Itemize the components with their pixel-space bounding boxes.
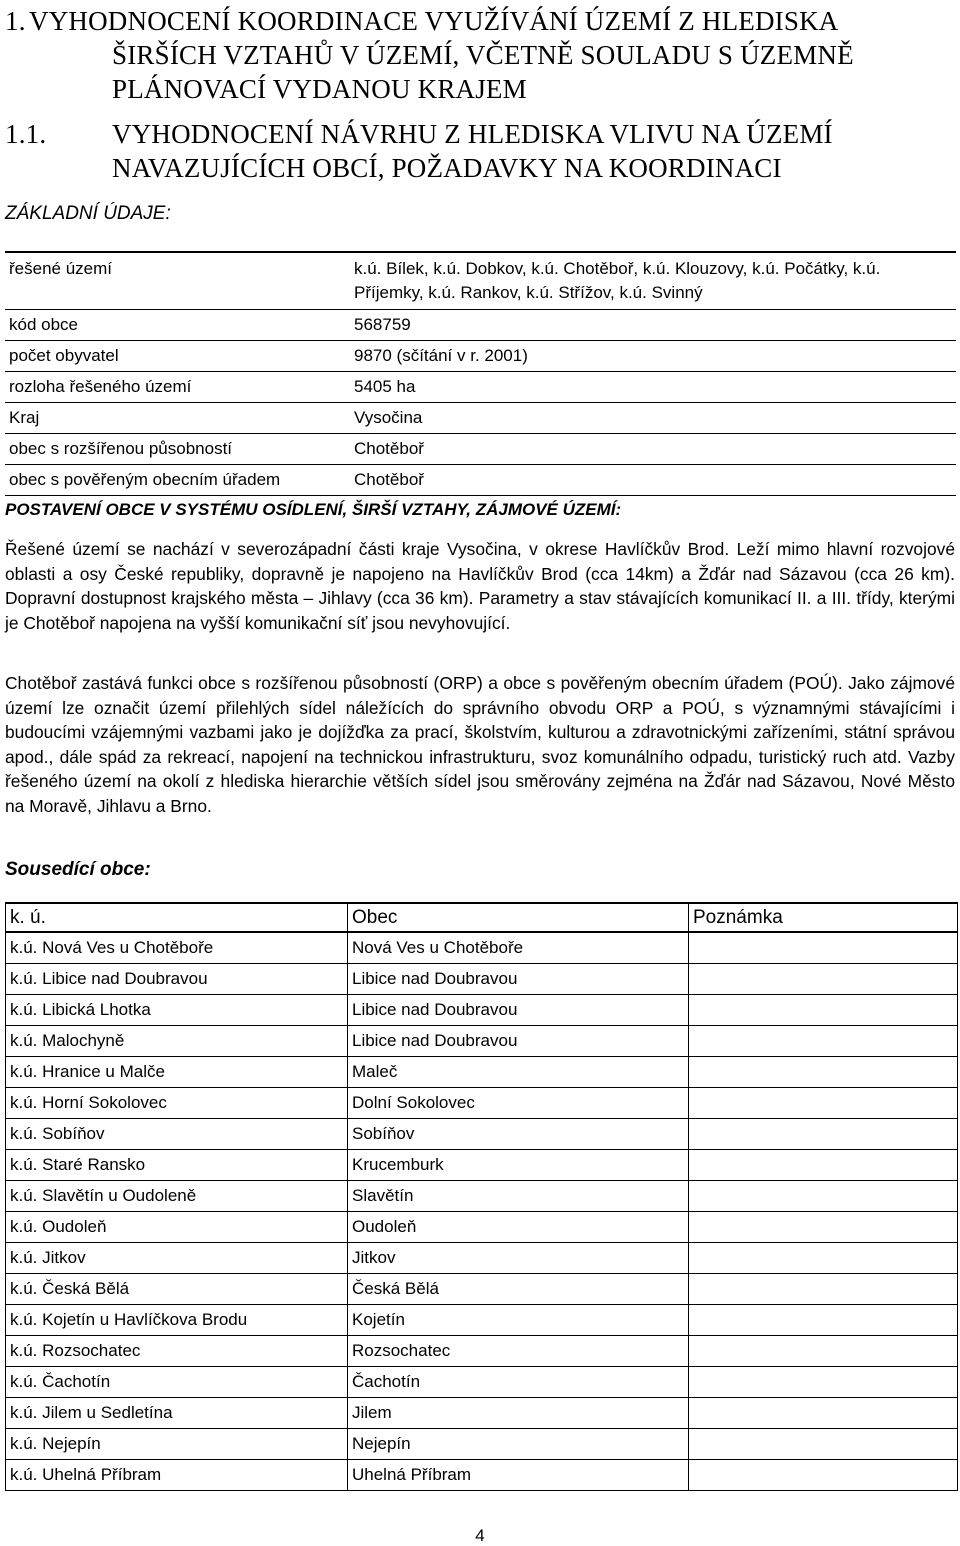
cell-poznamka [689, 1274, 958, 1305]
section-title-line-2: NAVAZUJÍCÍCH OBCÍ, POŽADAVKY NA KOORDINACI [112, 153, 782, 183]
table-row [5, 434, 956, 465]
cell-ku: k.ú. Horní Sokolovec [6, 1088, 348, 1119]
cell-ku: k.ú. Staré Ransko [6, 1150, 348, 1181]
table-row [6, 1274, 958, 1305]
cell-obec: Jilem [348, 1398, 689, 1429]
chapter-title-line-3: PLÁNOVACÍ VYDANOU KRAJEM [112, 74, 527, 104]
cell-obec: Krucemburk [348, 1150, 689, 1181]
cell-ku: k.ú. Libice nad Doubravou [6, 964, 348, 995]
cell-poznamka [689, 1398, 958, 1429]
cell-ku: k.ú. Oudoleň [6, 1212, 348, 1243]
column-header-ku: k. ú. [6, 903, 348, 932]
table-row [6, 1026, 958, 1057]
paragraph-orp: Chotěboř zastává funkci obce s rozšířenou působností (ORP) a obce s pověřeným obecním úřadem (POÚ). Jako zájmové území lze označit území přilehlých sídel náležících do správního obvodu ORP a POÚ, s významnými stávajícími i budoucími vzájemnými vazbami jako je dojížďka za prací, školstvím, kulturou a zdravotnickými zařízeními, státní správou apod., dále spád za rekreací, napojení na technickou infrastrukturu, svoz komunálního odpadu, turistický ruch atd. Vazby řešeného území na okolí z hlediska hierarchie větších sídel jsou směrovány zejména na Žďár nad Sázavou, Nové Město na Moravě, Jihlavu a Brno. [5, 673, 955, 816]
cell-obec: Sobíňov [348, 1119, 689, 1150]
cell-poznamka [689, 1429, 958, 1460]
cell-obec: Rozsochatec [348, 1336, 689, 1367]
table-row [6, 1460, 958, 1491]
cell-poznamka [689, 964, 958, 995]
column-header-poznamka: Poznámka [689, 903, 958, 932]
cell-poznamka [689, 1305, 958, 1336]
cell-ku: k.ú. Sobíňov [6, 1119, 348, 1150]
settlement-position-title: POSTAVENÍ OBCE V SYSTÉMU OSÍDLENÍ, ŠIRŠÍ VZTAHY, ZÁJMOVÉ ÚZEMÍ: [5, 500, 622, 519]
cell-obec: Nejepín [348, 1429, 689, 1460]
page-number: 4 [475, 1526, 485, 1545]
cell-obec: Libice nad Doubravou [348, 995, 689, 1026]
row-label: Kraj [5, 403, 350, 434]
cell-poznamka [689, 1367, 958, 1398]
row-value: Chotěboř [350, 465, 956, 496]
cell-poznamka [689, 1181, 958, 1212]
column-header-obec: Obec [348, 903, 689, 932]
cell-ku: k.ú. Jitkov [6, 1243, 348, 1274]
cell-obec: Libice nad Doubravou [348, 1026, 689, 1057]
cell-ku: k.ú. Jilem u Sedletína [6, 1398, 348, 1429]
table-row [6, 1057, 958, 1088]
cell-obec: Slavětín [348, 1181, 689, 1212]
table-row [6, 964, 958, 995]
row-label: obec s rozšířenou působností [5, 434, 350, 465]
cell-obec: Nová Ves u Chotěboře [348, 932, 689, 964]
table-row [5, 465, 956, 496]
cell-poznamka [689, 1057, 958, 1088]
table-header-row [6, 903, 958, 932]
cell-ku: k.ú. Nová Ves u Chotěboře [6, 932, 348, 964]
cell-poznamka [689, 1150, 958, 1181]
chapter-title-line-2: ŠIRŠÍCH VZTAHŮ V ÚZEMÍ, VČETNĚ SOULADU S ÚZEMNĚ [112, 40, 854, 70]
paragraph-location: Řešené území se nachází v severozápadní části kraje Vysočina, v okrese Havlíčkův Brod. Leží mimo hlavní rozvojové oblasti a osy České republiky, dopravně je napojeno na Havlíčkův Brod (cca 14km) a Žďár nad Sázavou (cca 26 km). Dopravní dostupnost krajského města – Jihlavy (cca 36 km). Parametry a stav stávajících komunikací II. a III. třídy, kterými je Chotěboř napojena na vyšší komunikační síť jsou nevyhovující. [5, 539, 955, 633]
cell-obec: Kojetín [348, 1305, 689, 1336]
cell-obec: Oudoleň [348, 1212, 689, 1243]
cell-obec: Maleč [348, 1057, 689, 1088]
table-row [6, 1429, 958, 1460]
table-row [6, 1367, 958, 1398]
table-row [5, 310, 956, 341]
table-row [5, 341, 956, 372]
table-row [5, 403, 956, 434]
table-row [6, 1088, 958, 1119]
basic-data-title: ZÁKLADNÍ ÚDAJE: [5, 203, 171, 224]
cell-poznamka [689, 1212, 958, 1243]
table-row [5, 372, 956, 403]
cell-obec: Uhelná Příbram [348, 1460, 689, 1491]
cell-ku: k.ú. Libická Lhotka [6, 995, 348, 1026]
table-row [6, 932, 958, 964]
cell-ku: k.ú. Rozsochatec [6, 1336, 348, 1367]
neighbors-table [5, 902, 958, 1491]
row-label: počet obyvatel [5, 341, 350, 372]
cell-poznamka [689, 1460, 958, 1491]
table-row [6, 1212, 958, 1243]
cell-obec: Česká Bělá [348, 1274, 689, 1305]
row-value: 9870 (sčítání v r. 2001) [350, 341, 956, 372]
row-value-line: k.ú. Bílek, k.ú. Dobkov, k.ú. Chotěboř, k.ú. Klouzovy, k.ú. Počátky, k.ú. [354, 259, 881, 278]
table-row [6, 1243, 958, 1274]
cell-ku: k.ú. Hranice u Malče [6, 1057, 348, 1088]
cell-obec: Dolní Sokolovec [348, 1088, 689, 1119]
table-row [6, 1181, 958, 1212]
cell-obec: Čachotín [348, 1367, 689, 1398]
row-value [350, 252, 956, 310]
cell-ku: k.ú. Kojetín u Havlíčkova Brodu [6, 1305, 348, 1336]
section-title-line-1: VYHODNOCENÍ NÁVRHU Z HLEDISKA VLIVU NA ÚZEMÍ [112, 119, 833, 149]
cell-ku: k.ú. Nejepín [6, 1429, 348, 1460]
cell-poznamka [689, 1026, 958, 1057]
row-value: Vysočina [350, 403, 956, 434]
row-value: Chotěboř [350, 434, 956, 465]
row-value-line: Příjemky, k.ú. Rankov, k.ú. Střížov, k.ú. Svinný [354, 283, 703, 302]
row-value: 5405 ha [350, 372, 956, 403]
cell-ku: k.ú. Slavětín u Oudoleně [6, 1181, 348, 1212]
row-label: obec s pověřeným obecním úřadem [5, 465, 350, 496]
section-heading [5, 117, 960, 187]
table-row [6, 1336, 958, 1367]
chapter-title-line-1: VYHODNOCENÍ KOORDINACE VYUŽÍVÁNÍ ÚZEMÍ Z HLEDISKA [29, 6, 839, 36]
cell-poznamka [689, 1243, 958, 1274]
chapter-heading [5, 4, 960, 109]
table-row [6, 1398, 958, 1429]
chapter-number: 1. [5, 6, 26, 36]
table-row [5, 252, 956, 310]
cell-poznamka [689, 1119, 958, 1150]
table-row [6, 1305, 958, 1336]
cell-ku: k.ú. Čachotín [6, 1367, 348, 1398]
section-number: 1.1. [5, 119, 47, 149]
row-label: rozloha řešeného území [5, 372, 350, 403]
cell-poznamka [689, 1088, 958, 1119]
cell-ku: k.ú. Uhelná Příbram [6, 1460, 348, 1491]
cell-obec: Jitkov [348, 1243, 689, 1274]
row-value: 568759 [350, 310, 956, 341]
row-label: kód obce [5, 310, 350, 341]
row-label: řešené území [5, 252, 350, 310]
table-row [6, 995, 958, 1026]
table-row [6, 1119, 958, 1150]
cell-obec: Libice nad Doubravou [348, 964, 689, 995]
cell-poznamka [689, 995, 958, 1026]
cell-ku: k.ú. Malochyně [6, 1026, 348, 1057]
neighbors-title: Sousedící obce: [5, 859, 151, 880]
table-row [6, 1150, 958, 1181]
cell-poznamka [689, 1336, 958, 1367]
cell-poznamka [689, 932, 958, 964]
basic-data-table [5, 251, 956, 496]
cell-ku: k.ú. Česká Bělá [6, 1274, 348, 1305]
